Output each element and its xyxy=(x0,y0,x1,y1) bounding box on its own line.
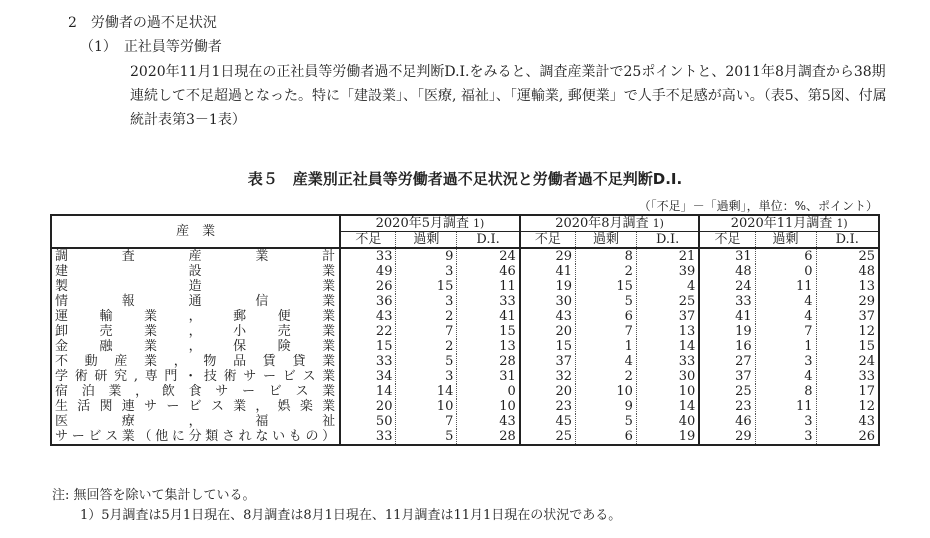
body-paragraph xyxy=(110,60,890,132)
di-value: 25 xyxy=(678,294,696,309)
table-row xyxy=(51,309,879,324)
surplus-value: 7 xyxy=(576,324,637,339)
col-di: D.I. xyxy=(457,232,520,249)
period-header-aug xyxy=(520,215,700,232)
period-label: 2020年8月調査 xyxy=(555,216,649,231)
shortage-value: 23 xyxy=(520,399,576,414)
table-footnote: 1）5月調査は5月1日現在、8月調査は8月1日現在、11月調査は11月1日現在の状況である。 xyxy=(80,508,622,523)
table-row xyxy=(51,369,879,384)
industry-name: 生活関連サービス業，娯楽業 xyxy=(55,399,337,414)
surplus-value: 5 xyxy=(396,354,457,369)
di-value: 0 xyxy=(507,384,516,399)
shortage-value: 43 xyxy=(520,309,576,324)
surplus-value: 6 xyxy=(755,248,816,264)
surplus-value: 6 xyxy=(576,309,637,324)
subsection-heading: （1） 正社員等労働者 xyxy=(80,39,222,55)
industry-name: 医療，福祉 xyxy=(55,414,337,429)
industry-name: 製造業 xyxy=(55,279,337,294)
table-row xyxy=(51,324,879,339)
di-value: 15 xyxy=(499,324,516,339)
shortage-value: 45 xyxy=(520,414,576,429)
di-value: 28 xyxy=(499,429,516,444)
shortage-value: 19 xyxy=(699,324,755,339)
shortage-value: 24 xyxy=(699,279,755,294)
di-value: 10 xyxy=(678,384,696,399)
surplus-value: 15 xyxy=(576,279,637,294)
di-value: 31 xyxy=(499,369,516,384)
industry-name: 調査産業計 xyxy=(55,249,337,264)
section-heading: 2 労働者の過不足状況 xyxy=(68,15,217,31)
surplus-value: 9 xyxy=(396,248,457,264)
di-value: 43 xyxy=(499,414,516,429)
surplus-value: 10 xyxy=(396,399,457,414)
industry-name: 建設業 xyxy=(55,264,337,279)
table-row xyxy=(51,414,879,429)
table-row xyxy=(51,399,879,414)
surplus-value: 4 xyxy=(755,294,816,309)
shortage-value: 43 xyxy=(340,309,396,324)
industry-name: 不動産業，物品賃貸業 xyxy=(55,354,337,369)
di-value: 43 xyxy=(858,414,875,429)
di-value: 24 xyxy=(858,354,875,369)
di-value: 12 xyxy=(858,324,875,339)
di-value: 11 xyxy=(499,279,516,294)
di-value: 46 xyxy=(499,264,516,279)
shortage-value: 31 xyxy=(699,248,755,264)
shortage-value: 22 xyxy=(340,324,396,339)
table-row xyxy=(51,339,879,354)
surplus-value: 7 xyxy=(755,324,816,339)
shortage-value: 20 xyxy=(520,384,576,399)
surplus-value: 2 xyxy=(396,309,457,324)
col-shortage: 不足 xyxy=(340,232,396,249)
surplus-value: 1 xyxy=(576,339,637,354)
di-value: 14 xyxy=(678,339,696,354)
table-row xyxy=(51,264,879,279)
di-value: 24 xyxy=(499,249,516,264)
industry-name: 金融業，保険業 xyxy=(55,339,337,354)
industry-name: 卸売業，小売業 xyxy=(55,324,337,339)
surplus-value: 8 xyxy=(755,384,816,399)
surplus-value: 7 xyxy=(396,324,457,339)
surplus-value: 2 xyxy=(396,339,457,354)
surplus-value: 6 xyxy=(576,429,637,445)
shortage-value: 25 xyxy=(520,429,576,445)
di-value: 4 xyxy=(687,279,696,294)
shortage-value: 14 xyxy=(340,384,396,399)
labor-shortage-table xyxy=(50,214,880,446)
shortage-value: 16 xyxy=(699,339,755,354)
shortage-value: 33 xyxy=(340,429,396,445)
surplus-value: 9 xyxy=(576,399,637,414)
footnote-mark: 1) xyxy=(652,217,664,230)
di-value: 33 xyxy=(499,294,516,309)
shortage-value: 32 xyxy=(520,369,576,384)
di-value: 37 xyxy=(858,309,875,324)
surplus-value: 11 xyxy=(755,399,816,414)
shortage-value: 30 xyxy=(520,294,576,309)
surplus-value: 2 xyxy=(576,369,637,384)
unit-note: （「不足」－「過剰」，単位：%、ポイント） xyxy=(638,199,878,213)
surplus-value: 11 xyxy=(755,279,816,294)
industry-name: 学術研究,専門・技術サービス業 xyxy=(55,369,337,384)
paragraph-text: 2020年11月1日現在の正社員等労働者過不足判断D.I.をみると、調査産業計で25ポイントと、2011年8月調査から38期連続して不足超過となった。特に「建設業」、「医療, 福祉」、「運輸業, 郵便業」で人手不足感が高い。（表5、第5図、付属統計表第3－1表） xyxy=(130,64,887,128)
di-value: 29 xyxy=(858,294,875,309)
surplus-value: 5 xyxy=(396,429,457,445)
di-value: 33 xyxy=(858,369,875,384)
surplus-value: 5 xyxy=(576,294,637,309)
industry-name: 運輸業，郵便業 xyxy=(55,309,337,324)
shortage-value: 37 xyxy=(520,354,576,369)
surplus-value: 2 xyxy=(576,264,637,279)
col-surplus: 過剰 xyxy=(755,232,816,249)
di-value: 28 xyxy=(499,354,516,369)
shortage-value: 34 xyxy=(340,369,396,384)
table-row xyxy=(51,429,879,445)
surplus-value: 10 xyxy=(576,384,637,399)
di-value: 40 xyxy=(678,414,696,429)
surplus-value: 4 xyxy=(576,354,637,369)
surplus-value: 3 xyxy=(396,369,457,384)
surplus-value: 4 xyxy=(755,309,816,324)
shortage-value: 49 xyxy=(340,264,396,279)
di-value: 19 xyxy=(678,429,696,444)
surplus-value: 3 xyxy=(755,414,816,429)
di-value: 14 xyxy=(678,399,696,414)
shortage-value: 23 xyxy=(699,399,755,414)
col-surplus: 過剰 xyxy=(576,232,637,249)
surplus-value: 3 xyxy=(755,354,816,369)
surplus-value: 3 xyxy=(396,294,457,309)
shortage-value: 36 xyxy=(340,294,396,309)
shortage-value: 29 xyxy=(520,248,576,264)
surplus-value: 8 xyxy=(576,248,637,264)
shortage-value: 29 xyxy=(699,429,755,445)
di-value: 13 xyxy=(678,324,696,339)
shortage-value: 37 xyxy=(699,369,755,384)
di-value: 48 xyxy=(858,264,875,279)
di-value: 37 xyxy=(678,309,696,324)
col-di: D.I. xyxy=(816,232,879,249)
industry-name: 宿泊業，飲食サービス業 xyxy=(55,384,337,399)
shortage-value: 48 xyxy=(699,264,755,279)
surplus-value: 3 xyxy=(755,429,816,445)
table-body xyxy=(51,248,879,445)
industry-header: 産 業 xyxy=(51,215,340,248)
di-value: 30 xyxy=(678,369,696,384)
col-shortage: 不足 xyxy=(520,232,576,249)
shortage-value: 20 xyxy=(340,399,396,414)
period-label: 2020年5月調査 xyxy=(375,216,469,231)
industry-name: サービス業（他に分類されないもの） xyxy=(55,429,337,444)
shortage-value: 19 xyxy=(520,279,576,294)
surplus-value: 14 xyxy=(396,384,457,399)
table-row xyxy=(51,294,879,309)
shortage-value: 15 xyxy=(520,339,576,354)
surplus-value: 15 xyxy=(396,279,457,294)
di-value: 13 xyxy=(858,279,875,294)
shortage-value: 33 xyxy=(340,248,396,264)
period-header-nov xyxy=(699,215,879,232)
industry-name: 情報通信業 xyxy=(55,294,337,309)
period-label: 2020年11月調査 xyxy=(730,216,833,231)
di-value: 21 xyxy=(678,249,696,264)
di-value: 15 xyxy=(858,339,875,354)
col-shortage: 不足 xyxy=(699,232,755,249)
shortage-value: 46 xyxy=(699,414,755,429)
surplus-value: 1 xyxy=(755,339,816,354)
table-caption: 表５ 産業別正社員等労働者過不足状況と労働者過不足判断D.I. xyxy=(247,170,683,188)
footnote-mark: 1) xyxy=(473,217,485,230)
di-value: 39 xyxy=(678,264,696,279)
di-value: 10 xyxy=(499,399,516,414)
di-value: 12 xyxy=(858,399,875,414)
surplus-value: 7 xyxy=(396,414,457,429)
shortage-value: 20 xyxy=(520,324,576,339)
period-header-may xyxy=(340,215,520,232)
shortage-value: 50 xyxy=(340,414,396,429)
table-row xyxy=(51,354,879,369)
surplus-value: 5 xyxy=(576,414,637,429)
di-value: 17 xyxy=(858,384,875,399)
shortage-value: 41 xyxy=(699,309,755,324)
di-value: 33 xyxy=(678,354,696,369)
col-di: D.I. xyxy=(636,232,699,249)
shortage-value: 33 xyxy=(340,354,396,369)
shortage-value: 26 xyxy=(340,279,396,294)
col-surplus: 過剰 xyxy=(396,232,457,249)
di-value: 26 xyxy=(858,429,875,444)
surplus-value: 3 xyxy=(396,264,457,279)
shortage-value: 15 xyxy=(340,339,396,354)
surplus-value: 4 xyxy=(755,369,816,384)
table-note: 注: 無回答を除いて集計している。 xyxy=(52,488,256,503)
shortage-value: 33 xyxy=(699,294,755,309)
table-row xyxy=(51,279,879,294)
di-value: 25 xyxy=(858,249,875,264)
shortage-value: 41 xyxy=(520,264,576,279)
footnote-mark: 1) xyxy=(836,217,848,230)
shortage-value: 27 xyxy=(699,354,755,369)
table-row xyxy=(51,248,879,264)
surplus-value: 0 xyxy=(755,264,816,279)
table-row xyxy=(51,384,879,399)
di-value: 41 xyxy=(499,309,516,324)
di-value: 13 xyxy=(499,339,516,354)
shortage-value: 25 xyxy=(699,384,755,399)
